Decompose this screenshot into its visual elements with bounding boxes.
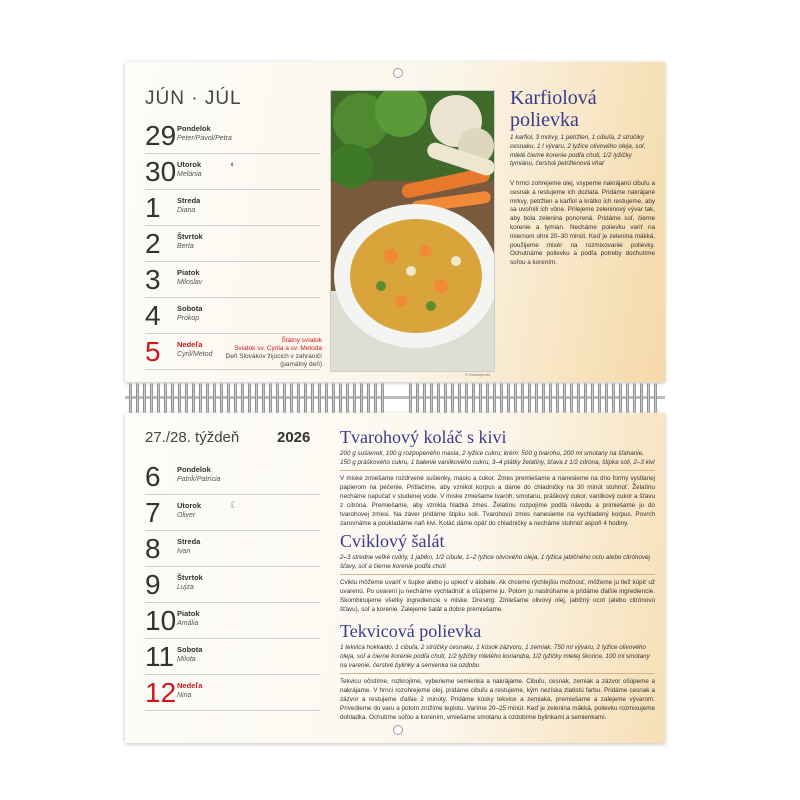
recipe-ingredients: 1 tekvica hokkaido, 1 cibuľa, 2 strúčiky cesnaku, 1 kúsok zázvoru, 1 zemiak, 750 ml vývaru, 2 lyžice olivového oleja, soľ a čierne korenie podľa chuti, 1/2 lyžičky mletého koriandra, 1/2 lyžičky mletej škorice, 100 ml smotany na varenie, čerstvé bylinky a semienka na ozdobu	[340, 644, 650, 669]
day-row	[145, 262, 320, 298]
day-row	[145, 298, 320, 334]
spiral-ring	[458, 383, 461, 413]
day-list-bottom	[145, 459, 320, 711]
name-day: Melánia	[177, 171, 202, 178]
spiral-ring	[227, 383, 230, 413]
spiral-ring	[542, 383, 545, 413]
spiral-ring	[150, 383, 153, 413]
name-day: Patrik/Patrícia	[177, 476, 221, 483]
name-day: Prokop	[177, 315, 200, 322]
spiral-ring	[248, 383, 251, 413]
day-row	[145, 226, 320, 262]
day-row	[145, 118, 320, 154]
soup-photo	[330, 90, 495, 372]
day-row	[145, 531, 320, 567]
day-name: Nedeľa	[177, 681, 203, 690]
spiral-ring	[605, 383, 608, 413]
spiral-ring	[647, 383, 650, 413]
spiral-ring	[423, 383, 426, 413]
spiral-ring	[577, 383, 580, 413]
name-day: Berta	[177, 243, 194, 250]
spiral-ring	[262, 383, 265, 413]
week-header: 27./28. týždeň	[145, 429, 240, 446]
name-day: Milota	[177, 656, 196, 663]
recipe-beet-salad	[340, 531, 655, 614]
holiday-text: Deň Slovákov žijúcich v zahraničí	[225, 353, 322, 360]
spiral-ring	[591, 383, 594, 413]
spiral-ring	[129, 383, 132, 413]
day-row	[145, 190, 320, 226]
spiral-ring	[507, 383, 510, 413]
holiday-note	[222, 337, 322, 369]
spiral-ring	[612, 383, 615, 413]
recipe-instructions: V miske zmiešame rozdrvené sušienky, maslo a cukor. Zmes premiešame a nanesieme na dno formy vystlanej papierom na pečenie. Pritlačíme, aby vznikol korpus a dáme do chladničky na 30 minút stuhnúť. Želatínu necháme napučať v studenej vode. V miske zmiešame tvaroh, smotanu, práškový cukor, vanilkový cukor a šťavu z citróna. Premiešame, aby vznikla hladká zmes. Želatínu rozpojíme podľa návodu a primiešame ju do tvarohovej zmesi. Na záver pridáme štipku soli. Tvarohovú zmes nanesieme na vychladený korpus. Povrch zarovnáme a poukladáme naň kivi. Koláč dáme opäť do chladničky a necháme stuhnúť aspoň 4 hodiny.	[340, 475, 655, 527]
day-name: Nedeľa	[177, 340, 203, 349]
day-name: Sobota	[177, 645, 203, 654]
divider	[340, 574, 655, 575]
day-name: Utorok	[177, 501, 202, 510]
name-day: Cyril/Metod	[177, 351, 213, 358]
spiral-ring	[367, 383, 370, 413]
recipe-pumpkin-soup	[340, 621, 655, 722]
moon-phase-icon: ◐	[230, 159, 236, 169]
spiral-ring	[500, 383, 503, 413]
name-day: Nina	[177, 692, 192, 699]
spiral-ring	[514, 383, 517, 413]
spiral-ring	[241, 383, 244, 413]
recipe-title: Tekvicová polievka	[340, 621, 482, 641]
day-number: 1	[145, 192, 161, 223]
spiral-ring	[192, 383, 195, 413]
name-day: Lujza	[177, 584, 194, 591]
day-number: 3	[145, 264, 161, 295]
day-row	[145, 675, 320, 711]
day-row	[145, 495, 320, 531]
day-list-top	[145, 118, 320, 370]
day-number: 6	[145, 461, 161, 492]
spiral-ring	[416, 383, 419, 413]
spiral-ring	[451, 383, 454, 413]
day-name: Štvrtok	[177, 232, 203, 241]
day-number: 2	[145, 228, 161, 259]
spiral-binding	[125, 383, 665, 413]
spiral-ring	[164, 383, 167, 413]
spiral-ring	[311, 383, 314, 413]
spiral-ring	[528, 383, 531, 413]
recipe-ingredients: 200 g sušienok, 100 g rozpopeného masla, 2 lyžice cukru; krém: 500 g tvarohu, 200 ml smotany na šľahanie, 150 g práškového cukru, 1 balenie vanilkového cukru, 3–4 plátky želatíny, šťava z 1/2 citróna, štipka soli, 2–3 kivi	[340, 450, 655, 466]
spiral-ring	[332, 383, 335, 413]
spiral-ring	[276, 383, 279, 413]
photo-credit: © iStockphoto	[465, 372, 490, 377]
name-day: Oliver	[177, 512, 196, 519]
recipe-instructions: Tekvicu očistíme, rozkrojíme, vyberieme semienka a nakrájame. Cibuľu, cesnak, zemiak a zázvor ošúpeme a nakrájame. V hrnci rozohrejeme olej, pridáme cibuľu a restujeme, kým nezíska zlatistú farbu. Pridáme cesnak a zázvor a restujeme ďalšie 2 minúty. Pridáme kúsky tekvice a zemiaka, premiešame a zalejeme vývarom. Privedieme do varu a potom znížime teplotu. Varíme 20–25 minút. Keď je zelenina mäkká, polievku rozmixujeme dohladka. Ochutíme soľou a korením, vmiešame smotanu a ozdobíme bylinkami a semienkami.	[340, 678, 655, 721]
recipe-title: Tvarohový koláč s kivi	[340, 427, 507, 447]
spiral-ring	[619, 383, 622, 413]
day-name: Pondelok	[177, 465, 211, 474]
spiral-ring	[297, 383, 300, 413]
spiral-ring	[374, 383, 377, 413]
divider	[340, 673, 655, 674]
name-day: Peter/Pavol/Petra	[177, 135, 232, 142]
spiral-ring	[549, 383, 552, 413]
day-row	[145, 567, 320, 603]
year-header: 2026	[277, 429, 311, 446]
spiral-ring	[290, 383, 293, 413]
recipe-ingredients: 2–3 stredne veľké cvikly, 1 jablko, 1/2 cibule, 1–2 lyžice olivového oleja, 1 lyžica jablčného octu alebo citrónovej šťavy, soľ a čierne korenie podľa chuti	[340, 554, 651, 570]
calendar-page-bottom	[125, 413, 665, 743]
day-number: 30	[145, 156, 177, 187]
spiral-ring	[269, 383, 272, 413]
spiral-ring	[598, 383, 601, 413]
day-number: 29	[145, 120, 177, 151]
spiral-ring	[325, 383, 328, 413]
day-number: 11	[145, 641, 175, 672]
recipe-title-line: polievka	[510, 109, 579, 131]
day-name: Piatok	[177, 268, 200, 277]
spiral-ring	[185, 383, 188, 413]
holiday-text: (pamätný deň)	[280, 361, 322, 368]
spiral-ring	[486, 383, 489, 413]
spiral-ring	[654, 383, 657, 413]
spiral-ring	[318, 383, 321, 413]
day-row	[145, 154, 320, 190]
spiral-ring	[465, 383, 468, 413]
day-name: Streda	[177, 196, 201, 205]
day-number: 12	[145, 677, 177, 708]
spiral-ring	[171, 383, 174, 413]
spiral-ring	[472, 383, 475, 413]
spiral-ring	[199, 383, 202, 413]
spiral-ring	[570, 383, 573, 413]
day-row	[145, 603, 320, 639]
spiral-ring	[535, 383, 538, 413]
calendar-page-top	[125, 62, 665, 382]
spiral-ring	[626, 383, 629, 413]
spiral-ring	[444, 383, 447, 413]
spiral-ring	[255, 383, 258, 413]
spiral-ring	[640, 383, 643, 413]
spiral-ring	[479, 383, 482, 413]
day-number: 4	[145, 300, 161, 331]
spiral-ring	[353, 383, 356, 413]
hanging-hole	[393, 68, 403, 78]
name-day: Ivan	[177, 548, 191, 555]
recipe-kiwi-cheesecake	[340, 427, 655, 528]
spiral-ring	[409, 383, 412, 413]
day-row	[145, 459, 320, 495]
name-day: Diana	[177, 207, 196, 214]
recipe-title: Cviklový šalát	[340, 531, 445, 551]
day-name: Utorok	[177, 160, 202, 169]
recipe-title	[510, 87, 597, 131]
spiral-ring	[339, 383, 342, 413]
holiday-text: Sviatok sv. Cyrila a sv. Metoda	[234, 345, 322, 352]
spiral-ring	[360, 383, 363, 413]
spiral-ring	[283, 383, 286, 413]
day-number: 9	[145, 569, 161, 600]
spiral-ring	[563, 383, 566, 413]
spiral-ring	[206, 383, 209, 413]
month-header: JÚN · JÚL	[145, 88, 242, 109]
spiral-ring	[556, 383, 559, 413]
day-row	[145, 334, 320, 370]
spiral-ring	[213, 383, 216, 413]
spiral-ring	[178, 383, 181, 413]
holiday-text: Štátny sviatok	[281, 337, 322, 344]
day-name: Štvrtok	[177, 573, 203, 582]
recipe-instructions: Cviklu môžeme uvariť v šupke alebo ju upiecť v alobale. Ak chceme rýchlejšiu možnosť, môžeme ju tiež kúpiť už uvarenú. Po uvarení ju necháme vychladnúť a ošúpeme ju. Potom ju nastrúhame a pridáme ďalšie ingrediencie. Skombinujeme všetky ingrediencie v miske. Dresing: Zmiešame olivový olej, jablčný ocot (alebo citrónovú šťavu), soľ a korenie. Zalejeme šalát a dobre premiešame.	[340, 579, 655, 613]
spiral-ring	[157, 383, 160, 413]
day-name: Piatok	[177, 609, 200, 618]
spiral-ring	[381, 383, 384, 413]
divider	[340, 470, 655, 471]
name-day: Amália	[177, 620, 199, 627]
spiral-ring	[430, 383, 433, 413]
spiral-ring	[633, 383, 636, 413]
spiral-ring	[437, 383, 440, 413]
day-number: 7	[145, 497, 161, 528]
recipe-instructions: V hrnci zohrejeme olej, vsypeme nakrájanú cibuľu a cesnak a restujeme ich dozlata. Pridáme nakrájané mrkvy, petržlen a karfiol a krátko ich restujeme, aby sa uvoľnili ich vône. Prilejeme zeleninový vývar tak, aby bola zelenina ponorená. Pridáme soľ, čierne korenie a tymian. Necháme polievku variť na miernom ohni 20–30 minút. Keď je zelenina mäkká, použijeme mixér na rozmixovanie polievky. Ochutnáme polievku a podľa potreby dochutíme soľou a korením.	[510, 180, 655, 267]
spiral-ring	[521, 383, 524, 413]
spiral-ring	[220, 383, 223, 413]
spiral-ring	[143, 383, 146, 413]
hanging-hole	[393, 725, 403, 735]
day-name: Sobota	[177, 304, 203, 313]
spiral-ring	[234, 383, 237, 413]
recipe-ingredients: 1 karfiol, 3 mrkvy, 1 petržlen, 1 cibuľa, 2 strúčiky cesnaku, 1 l vývaru, 2 lyžice olivového oleja, soľ, mleté čierne korenie podľa chuti, 1/2 lyžičky tymiánu, čerstvá petržlenová vňať	[510, 134, 646, 168]
spiral-ring	[304, 383, 307, 413]
spiral-ring	[493, 383, 496, 413]
moon-phase-icon: ☾	[230, 500, 239, 510]
day-row	[145, 639, 320, 675]
day-number: 10	[145, 605, 177, 636]
day-number: 5	[145, 336, 161, 367]
day-number: 8	[145, 533, 161, 564]
spiral-ring	[346, 383, 349, 413]
spiral-ring	[584, 383, 587, 413]
name-day: Miloslav	[177, 279, 203, 286]
day-name: Streda	[177, 537, 201, 546]
day-name: Pondelok	[177, 124, 211, 133]
spiral-ring	[136, 383, 139, 413]
recipe-title-line: Karfiolová	[510, 87, 597, 109]
